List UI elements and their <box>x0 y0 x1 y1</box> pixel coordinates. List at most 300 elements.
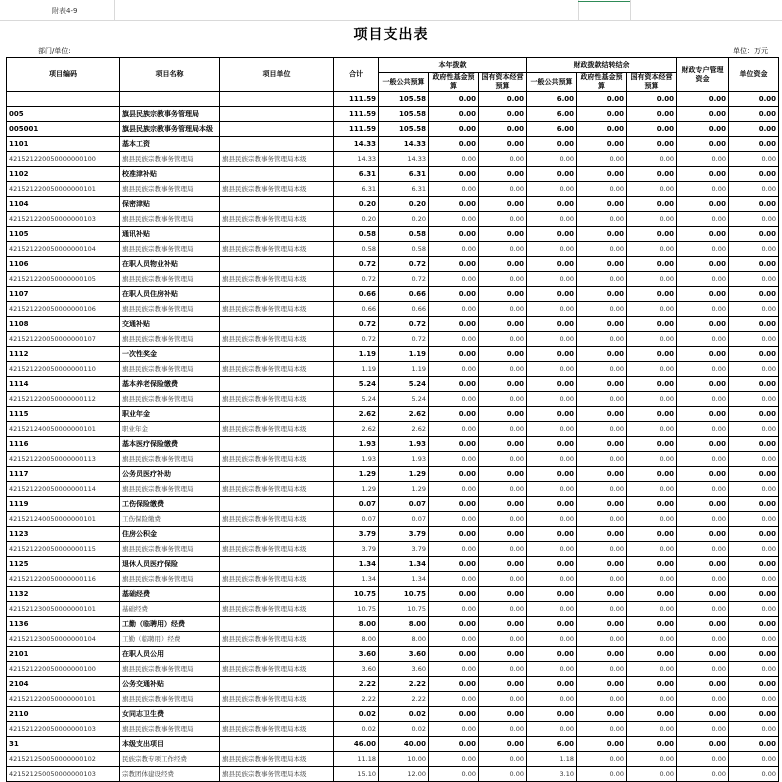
cell-amount[interactable]: 0.00 <box>479 602 527 617</box>
cell-amount[interactable]: 0.00 <box>577 392 627 407</box>
cell-amount[interactable]: 0.00 <box>729 227 779 242</box>
cell-amount[interactable]: 0.00 <box>429 347 479 362</box>
cell-amount[interactable]: 0.00 <box>577 632 627 647</box>
cell-amount[interactable]: 0.00 <box>729 332 779 347</box>
cell-amount[interactable]: 0.00 <box>627 362 677 377</box>
cell-amount[interactable]: 0.00 <box>677 602 729 617</box>
cell-amount[interactable]: 0.00 <box>677 482 729 497</box>
cell-unit[interactable]: 旗县民族宗教事务管理局本级 <box>220 767 334 782</box>
cell-amount[interactable]: 0.00 <box>729 722 779 737</box>
cell-amount[interactable]: 3.60 <box>379 662 429 677</box>
cell-amount[interactable]: 0.00 <box>627 377 677 392</box>
cell-amount[interactable]: 0.00 <box>479 167 527 182</box>
cell-name[interactable]: 旗县民族宗教事务管理局 <box>120 662 220 677</box>
cell-name[interactable]: 旗县民族宗教事务管理局 <box>120 332 220 347</box>
cell-amount[interactable]: 0.00 <box>479 512 527 527</box>
cell-amount[interactable]: 2.62 <box>334 407 379 422</box>
cell-amount[interactable]: 0.00 <box>527 557 577 572</box>
cell-amount[interactable]: 6.00 <box>527 107 577 122</box>
cell-amount[interactable]: 0.00 <box>429 497 479 512</box>
cell-code[interactable]: 421521240050000000101 <box>7 422 120 437</box>
cell-amount[interactable]: 0.00 <box>677 557 729 572</box>
cell-amount[interactable]: 0.00 <box>429 677 479 692</box>
cell-amount[interactable]: 2.62 <box>334 422 379 437</box>
cell-amount[interactable]: 0.00 <box>577 602 627 617</box>
cell-amount[interactable]: 14.33 <box>334 152 379 167</box>
cell-code[interactable]: 1117 <box>7 467 120 482</box>
cell-amount[interactable]: 0.00 <box>729 467 779 482</box>
cell-amount[interactable]: 0.00 <box>527 347 577 362</box>
cell-amount[interactable]: 0.00 <box>729 347 779 362</box>
cell-amount[interactable]: 8.00 <box>379 632 429 647</box>
cell-code[interactable]: 1107 <box>7 287 120 302</box>
cell-amount[interactable]: 3.60 <box>334 662 379 677</box>
cell-amount[interactable]: 1.19 <box>334 347 379 362</box>
cell-amount[interactable]: 0.00 <box>527 392 577 407</box>
cell-amount[interactable]: 0.00 <box>479 317 527 332</box>
cell-amount[interactable]: 0.00 <box>429 392 479 407</box>
cell-amount[interactable]: 0.00 <box>527 152 577 167</box>
cell-code[interactable]: 1104 <box>7 197 120 212</box>
cell-amount[interactable]: 0.00 <box>429 482 479 497</box>
cell-amount[interactable]: 1.19 <box>379 362 429 377</box>
cell-amount[interactable]: 0.00 <box>577 677 627 692</box>
cell-amount[interactable]: 0.00 <box>729 602 779 617</box>
cell-amount[interactable]: 3.10 <box>527 767 577 782</box>
cell-amount[interactable]: 14.33 <box>379 137 429 152</box>
cell-amount[interactable]: 0.00 <box>479 302 527 317</box>
cell-amount[interactable]: 0.00 <box>729 302 779 317</box>
cell-amount[interactable]: 0.00 <box>729 377 779 392</box>
cell-amount[interactable]: 0.00 <box>527 182 577 197</box>
cell-code[interactable]: 1108 <box>7 317 120 332</box>
cell-amount[interactable]: 0.00 <box>729 557 779 572</box>
cell-amount[interactable]: 0.00 <box>577 527 627 542</box>
cell-amount[interactable]: 0.00 <box>527 257 577 272</box>
cell-name[interactable]: 职业年金 <box>120 407 220 422</box>
cell-amount[interactable]: 14.33 <box>334 137 379 152</box>
cell-amount[interactable]: 0.00 <box>627 167 677 182</box>
cell-amount[interactable]: 0.00 <box>577 752 627 767</box>
cell-amount[interactable]: 0.58 <box>379 227 429 242</box>
cell-name[interactable]: 旗县民族宗教事务管理局 <box>120 392 220 407</box>
cell-unit[interactable]: 旗县民族宗教事务管理局本级 <box>220 362 334 377</box>
cell-name[interactable]: 旗县民族宗教事务管理局 <box>120 482 220 497</box>
cell-amount[interactable]: 0.00 <box>627 92 677 107</box>
cell-amount[interactable]: 8.00 <box>334 617 379 632</box>
cell-amount[interactable]: 0.00 <box>577 227 627 242</box>
cell-amount[interactable]: 0.00 <box>729 752 779 767</box>
cell-amount[interactable]: 0.00 <box>577 557 627 572</box>
cell-amount[interactable]: 0.00 <box>527 587 577 602</box>
cell-amount[interactable]: 0.00 <box>429 647 479 662</box>
cell-amount[interactable]: 0.00 <box>479 377 527 392</box>
cell-unit[interactable] <box>220 317 334 332</box>
cell-amount[interactable]: 0.00 <box>479 737 527 752</box>
cell-amount[interactable]: 0.00 <box>627 587 677 602</box>
cell-name[interactable]: 基本工资 <box>120 137 220 152</box>
cell-amount[interactable]: 0.00 <box>429 692 479 707</box>
cell-amount[interactable]: 0.00 <box>729 647 779 662</box>
cell-unit[interactable] <box>220 107 334 122</box>
cell-amount[interactable]: 0.00 <box>729 737 779 752</box>
cell-unit[interactable]: 旗县民族宗教事务管理局本级 <box>220 332 334 347</box>
cell-amount[interactable]: 0.00 <box>527 467 577 482</box>
cell-amount[interactable]: 0.00 <box>527 512 577 527</box>
cell-amount[interactable]: 0.00 <box>729 512 779 527</box>
cell-name[interactable]: 旗县民族宗教事务管理局本级 <box>120 122 220 137</box>
cell-amount[interactable]: 0.00 <box>729 92 779 107</box>
cell-amount[interactable]: 0.00 <box>677 197 729 212</box>
cell-code[interactable]: 1119 <box>7 497 120 512</box>
cell-amount[interactable]: 0.00 <box>429 152 479 167</box>
cell-amount[interactable]: 0.00 <box>729 137 779 152</box>
cell-amount[interactable]: 0.72 <box>379 272 429 287</box>
cell-name[interactable]: 工勤（临聘用）经费 <box>120 617 220 632</box>
cell-unit[interactable] <box>220 227 334 242</box>
cell-amount[interactable]: 0.00 <box>527 692 577 707</box>
cell-code[interactable]: 421521220050000000103 <box>7 212 120 227</box>
cell-amount[interactable]: 0.00 <box>429 182 479 197</box>
cell-amount[interactable]: 10.00 <box>379 752 429 767</box>
cell-amount[interactable]: 0.00 <box>429 212 479 227</box>
cell-code[interactable]: 1125 <box>7 557 120 572</box>
cell-code[interactable]: 421521220050000000107 <box>7 332 120 347</box>
cell-unit[interactable]: 旗县民族宗教事务管理局本级 <box>220 692 334 707</box>
cell-amount[interactable]: 0.00 <box>429 632 479 647</box>
cell-amount[interactable]: 6.00 <box>527 92 577 107</box>
cell-name[interactable]: 女同志卫生费 <box>120 707 220 722</box>
cell-amount[interactable]: 0.02 <box>379 722 429 737</box>
cell-unit[interactable]: 旗县民族宗教事务管理局本级 <box>220 242 334 257</box>
cell-amount[interactable]: 0.00 <box>627 212 677 227</box>
cell-amount[interactable]: 0.00 <box>729 167 779 182</box>
cell-amount[interactable]: 0.00 <box>479 497 527 512</box>
cell-code[interactable]: 005 <box>7 107 120 122</box>
cell-amount[interactable]: 0.00 <box>527 302 577 317</box>
cell-unit[interactable] <box>220 137 334 152</box>
cell-code[interactable]: 421521220050000000114 <box>7 482 120 497</box>
cell-amount[interactable]: 0.00 <box>479 422 527 437</box>
cell-code[interactable]: 421521240050000000101 <box>7 512 120 527</box>
cell-amount[interactable]: 0.00 <box>577 497 627 512</box>
cell-amount[interactable]: 0.07 <box>379 497 429 512</box>
cell-amount[interactable]: 0.00 <box>527 137 577 152</box>
cell-amount[interactable]: 0.00 <box>627 497 677 512</box>
cell-amount[interactable]: 0.00 <box>577 692 627 707</box>
cell-amount[interactable]: 0.00 <box>527 197 577 212</box>
cell-amount[interactable]: 0.00 <box>729 272 779 287</box>
cell-amount[interactable]: 0.58 <box>379 242 429 257</box>
cell-amount[interactable]: 0.00 <box>627 542 677 557</box>
cell-amount[interactable]: 0.00 <box>429 602 479 617</box>
cell-amount[interactable]: 10.75 <box>379 602 429 617</box>
cell-amount[interactable]: 0.00 <box>479 137 527 152</box>
cell-unit[interactable] <box>220 437 334 452</box>
cell-amount[interactable]: 0.00 <box>577 242 627 257</box>
cell-code[interactable]: 421521220050000000112 <box>7 392 120 407</box>
cell-amount[interactable]: 1.19 <box>334 362 379 377</box>
cell-amount[interactable]: 0.00 <box>577 647 627 662</box>
cell-amount[interactable]: 0.00 <box>479 527 527 542</box>
cell-amount[interactable]: 0.00 <box>527 287 577 302</box>
cell-amount[interactable]: 0.00 <box>429 107 479 122</box>
cell-amount[interactable]: 0.02 <box>334 707 379 722</box>
cell-amount[interactable]: 0.00 <box>729 677 779 692</box>
cell-unit[interactable]: 旗县民族宗教事务管理局本级 <box>220 452 334 467</box>
cell-amount[interactable]: 0.00 <box>527 212 577 227</box>
cell-unit[interactable]: 旗县民族宗教事务管理局本级 <box>220 722 334 737</box>
cell-amount[interactable]: 0.00 <box>577 332 627 347</box>
cell-amount[interactable]: 0.00 <box>429 767 479 782</box>
cell-amount[interactable]: 8.00 <box>379 617 429 632</box>
cell-name[interactable]: 公务交通补贴 <box>120 677 220 692</box>
cell-amount[interactable]: 0.00 <box>479 257 527 272</box>
cell-amount[interactable]: 0.00 <box>729 212 779 227</box>
cell-name[interactable]: 旗县民族宗教事务管理局 <box>120 242 220 257</box>
cell-amount[interactable]: 0.00 <box>627 527 677 542</box>
cell-amount[interactable]: 0.00 <box>729 257 779 272</box>
cell-amount[interactable]: 15.10 <box>334 767 379 782</box>
cell-amount[interactable]: 0.00 <box>479 632 527 647</box>
cell-amount[interactable]: 0.00 <box>429 197 479 212</box>
cell-code[interactable]: 421521220050000000105 <box>7 272 120 287</box>
cell-amount[interactable]: 0.00 <box>627 752 677 767</box>
cell-name[interactable]: 住房公积金 <box>120 527 220 542</box>
cell-amount[interactable]: 0.00 <box>729 362 779 377</box>
cell-unit[interactable]: 旗县民族宗教事务管理局本级 <box>220 602 334 617</box>
cell-name[interactable] <box>120 92 220 107</box>
cell-amount[interactable]: 0.00 <box>677 677 729 692</box>
cell-amount[interactable]: 0.00 <box>429 332 479 347</box>
cell-unit[interactable] <box>220 677 334 692</box>
cell-amount[interactable]: 0.00 <box>429 257 479 272</box>
cell-amount[interactable]: 0.00 <box>677 767 729 782</box>
cell-amount[interactable]: 0.00 <box>429 707 479 722</box>
cell-amount[interactable]: 0.00 <box>479 287 527 302</box>
cell-code[interactable]: 31 <box>7 737 120 752</box>
cell-amount[interactable]: 0.00 <box>677 92 729 107</box>
cell-amount[interactable]: 0.00 <box>577 452 627 467</box>
cell-amount[interactable]: 0.00 <box>479 92 527 107</box>
cell-amount[interactable]: 0.00 <box>527 167 577 182</box>
cell-amount[interactable]: 0.00 <box>677 137 729 152</box>
cell-amount[interactable]: 1.29 <box>379 482 429 497</box>
cell-code[interactable]: 2101 <box>7 647 120 662</box>
cell-amount[interactable]: 0.00 <box>429 587 479 602</box>
cell-amount[interactable]: 0.58 <box>334 242 379 257</box>
cell-amount[interactable]: 0.00 <box>677 692 729 707</box>
cell-amount[interactable]: 0.00 <box>479 407 527 422</box>
cell-amount[interactable]: 0.00 <box>527 272 577 287</box>
cell-amount[interactable]: 0.00 <box>627 122 677 137</box>
cell-name[interactable]: 基本医疗保险缴费 <box>120 437 220 452</box>
cell-amount[interactable]: 2.62 <box>379 422 429 437</box>
cell-amount[interactable]: 0.00 <box>729 182 779 197</box>
cell-amount[interactable]: 0.00 <box>479 272 527 287</box>
cell-unit[interactable]: 旗县民族宗教事务管理局本级 <box>220 662 334 677</box>
cell-amount[interactable]: 0.00 <box>527 452 577 467</box>
cell-amount[interactable]: 0.00 <box>577 437 627 452</box>
cell-amount[interactable]: 0.72 <box>379 317 429 332</box>
cell-amount[interactable]: 0.00 <box>627 182 677 197</box>
cell-amount[interactable]: 0.00 <box>577 767 627 782</box>
cell-code[interactable]: 1115 <box>7 407 120 422</box>
cell-name[interactable]: 旗县民族宗教事务管理局 <box>120 272 220 287</box>
cell-amount[interactable]: 0.00 <box>429 287 479 302</box>
cell-amount[interactable]: 0.00 <box>429 722 479 737</box>
cell-amount[interactable]: 0.00 <box>527 662 577 677</box>
cell-amount[interactable]: 0.00 <box>527 617 577 632</box>
cell-amount[interactable]: 0.72 <box>334 272 379 287</box>
cell-amount[interactable]: 0.00 <box>429 242 479 257</box>
cell-name[interactable]: 退休人员医疗保险 <box>120 557 220 572</box>
cell-amount[interactable]: 0.00 <box>677 647 729 662</box>
cell-amount[interactable]: 0.00 <box>479 362 527 377</box>
cell-amount[interactable]: 12.00 <box>379 767 429 782</box>
cell-amount[interactable]: 0.00 <box>677 302 729 317</box>
cell-amount[interactable]: 0.72 <box>334 257 379 272</box>
cell-unit[interactable] <box>220 407 334 422</box>
cell-amount[interactable]: 0.00 <box>729 107 779 122</box>
cell-code[interactable]: 421521220050000000106 <box>7 302 120 317</box>
cell-name[interactable]: 旗县民族宗教事务管理局 <box>120 542 220 557</box>
cell-amount[interactable]: 1.93 <box>334 452 379 467</box>
cell-amount[interactable]: 3.60 <box>334 647 379 662</box>
cell-amount[interactable]: 0.00 <box>527 437 577 452</box>
cell-unit[interactable] <box>220 122 334 137</box>
cell-amount[interactable]: 0.00 <box>677 257 729 272</box>
cell-amount[interactable]: 0.00 <box>527 722 577 737</box>
cell-amount[interactable]: 0.00 <box>627 467 677 482</box>
cell-amount[interactable]: 0.00 <box>429 362 479 377</box>
cell-amount[interactable]: 1.34 <box>334 572 379 587</box>
cell-name[interactable]: 基础经费 <box>120 602 220 617</box>
cell-amount[interactable]: 6.31 <box>334 182 379 197</box>
cell-amount[interactable]: 0.00 <box>677 317 729 332</box>
cell-amount[interactable]: 0.00 <box>479 587 527 602</box>
cell-amount[interactable]: 10.75 <box>379 587 429 602</box>
cell-unit[interactable]: 旗县民族宗教事务管理局本级 <box>220 482 334 497</box>
cell-amount[interactable]: 0.00 <box>479 332 527 347</box>
cell-unit[interactable]: 旗县民族宗教事务管理局本级 <box>220 152 334 167</box>
cell-amount[interactable]: 0.00 <box>429 302 479 317</box>
cell-amount[interactable]: 1.93 <box>379 452 429 467</box>
cell-amount[interactable]: 46.00 <box>334 737 379 752</box>
cell-amount[interactable]: 0.00 <box>429 572 479 587</box>
cell-amount[interactable]: 0.00 <box>577 152 627 167</box>
cell-name[interactable]: 基本养老保险缴费 <box>120 377 220 392</box>
cell-amount[interactable]: 0.00 <box>429 92 479 107</box>
cell-code[interactable]: 421521220050000000104 <box>7 242 120 257</box>
cell-amount[interactable]: 0.58 <box>334 227 379 242</box>
cell-amount[interactable]: 0.00 <box>577 257 627 272</box>
cell-amount[interactable]: 0.00 <box>677 407 729 422</box>
cell-amount[interactable]: 0.00 <box>729 572 779 587</box>
cell-amount[interactable]: 0.00 <box>479 647 527 662</box>
cell-amount[interactable]: 0.00 <box>429 467 479 482</box>
cell-amount[interactable]: 0.00 <box>729 317 779 332</box>
cell-amount[interactable]: 0.00 <box>677 437 729 452</box>
cell-unit[interactable] <box>220 527 334 542</box>
cell-amount[interactable]: 0.00 <box>527 677 577 692</box>
cell-amount[interactable]: 0.00 <box>527 647 577 662</box>
cell-amount[interactable]: 0.07 <box>334 497 379 512</box>
cell-amount[interactable]: 0.00 <box>729 437 779 452</box>
cell-amount[interactable]: 0.00 <box>479 197 527 212</box>
cell-unit[interactable]: 旗县民族宗教事务管理局本级 <box>220 752 334 767</box>
cell-amount[interactable]: 0.00 <box>627 602 677 617</box>
cell-amount[interactable]: 0.00 <box>677 512 729 527</box>
cell-amount[interactable]: 0.72 <box>334 317 379 332</box>
cell-amount[interactable]: 5.24 <box>334 392 379 407</box>
cell-amount[interactable]: 0.00 <box>577 317 627 332</box>
cell-amount[interactable]: 0.00 <box>729 452 779 467</box>
cell-amount[interactable]: 105.58 <box>379 122 429 137</box>
cell-code[interactable]: 421521230050000000104 <box>7 632 120 647</box>
cell-amount[interactable]: 0.00 <box>627 107 677 122</box>
cell-amount[interactable]: 0.00 <box>627 422 677 437</box>
cell-name[interactable]: 工勤（临聘用）经费 <box>120 632 220 647</box>
cell-amount[interactable]: 0.00 <box>677 392 729 407</box>
cell-name[interactable]: 在职人员住房补贴 <box>120 287 220 302</box>
cell-amount[interactable]: 0.00 <box>429 272 479 287</box>
cell-amount[interactable]: 0.66 <box>379 302 429 317</box>
cell-unit[interactable] <box>220 497 334 512</box>
cell-amount[interactable]: 3.79 <box>334 542 379 557</box>
cell-amount[interactable]: 0.00 <box>677 212 729 227</box>
cell-amount[interactable]: 0.00 <box>577 197 627 212</box>
cell-amount[interactable]: 0.00 <box>479 227 527 242</box>
cell-amount[interactable]: 0.00 <box>627 632 677 647</box>
cell-name[interactable]: 旗县民族宗教事务管理局 <box>120 152 220 167</box>
cell-amount[interactable]: 2.62 <box>379 407 429 422</box>
cell-amount[interactable]: 0.00 <box>577 137 627 152</box>
cell-amount[interactable]: 0.20 <box>334 197 379 212</box>
cell-amount[interactable]: 0.20 <box>334 212 379 227</box>
cell-amount[interactable]: 5.24 <box>379 377 429 392</box>
cell-amount[interactable]: 0.00 <box>527 377 577 392</box>
cell-amount[interactable]: 0.66 <box>379 287 429 302</box>
cell-amount[interactable]: 0.00 <box>479 392 527 407</box>
cell-code[interactable] <box>7 92 120 107</box>
cell-unit[interactable] <box>220 557 334 572</box>
cell-amount[interactable]: 0.00 <box>729 707 779 722</box>
cell-amount[interactable]: 0.00 <box>429 527 479 542</box>
cell-amount[interactable]: 0.00 <box>729 122 779 137</box>
cell-amount[interactable]: 1.34 <box>379 572 429 587</box>
cell-name[interactable]: 宗教团体建设经费 <box>120 767 220 782</box>
cell-amount[interactable]: 0.00 <box>479 677 527 692</box>
cell-unit[interactable] <box>220 197 334 212</box>
cell-name[interactable]: 通讯补贴 <box>120 227 220 242</box>
cell-amount[interactable]: 0.00 <box>627 572 677 587</box>
cell-amount[interactable]: 0.00 <box>577 707 627 722</box>
cell-amount[interactable]: 0.00 <box>627 482 677 497</box>
cell-amount[interactable]: 0.00 <box>627 302 677 317</box>
cell-amount[interactable]: 0.00 <box>677 182 729 197</box>
cell-name[interactable]: 在职人员公用 <box>120 647 220 662</box>
cell-amount[interactable]: 0.00 <box>479 722 527 737</box>
cell-amount[interactable]: 0.00 <box>627 347 677 362</box>
cell-name[interactable]: 旗县民族宗教事务管理局 <box>120 362 220 377</box>
cell-amount[interactable]: 0.00 <box>677 542 729 557</box>
cell-amount[interactable]: 0.00 <box>429 407 479 422</box>
cell-amount[interactable]: 0.00 <box>479 767 527 782</box>
cell-amount[interactable]: 0.00 <box>429 317 479 332</box>
cell-unit[interactable]: 旗县民族宗教事务管理局本级 <box>220 272 334 287</box>
cell-code[interactable]: 421521220050000000103 <box>7 722 120 737</box>
